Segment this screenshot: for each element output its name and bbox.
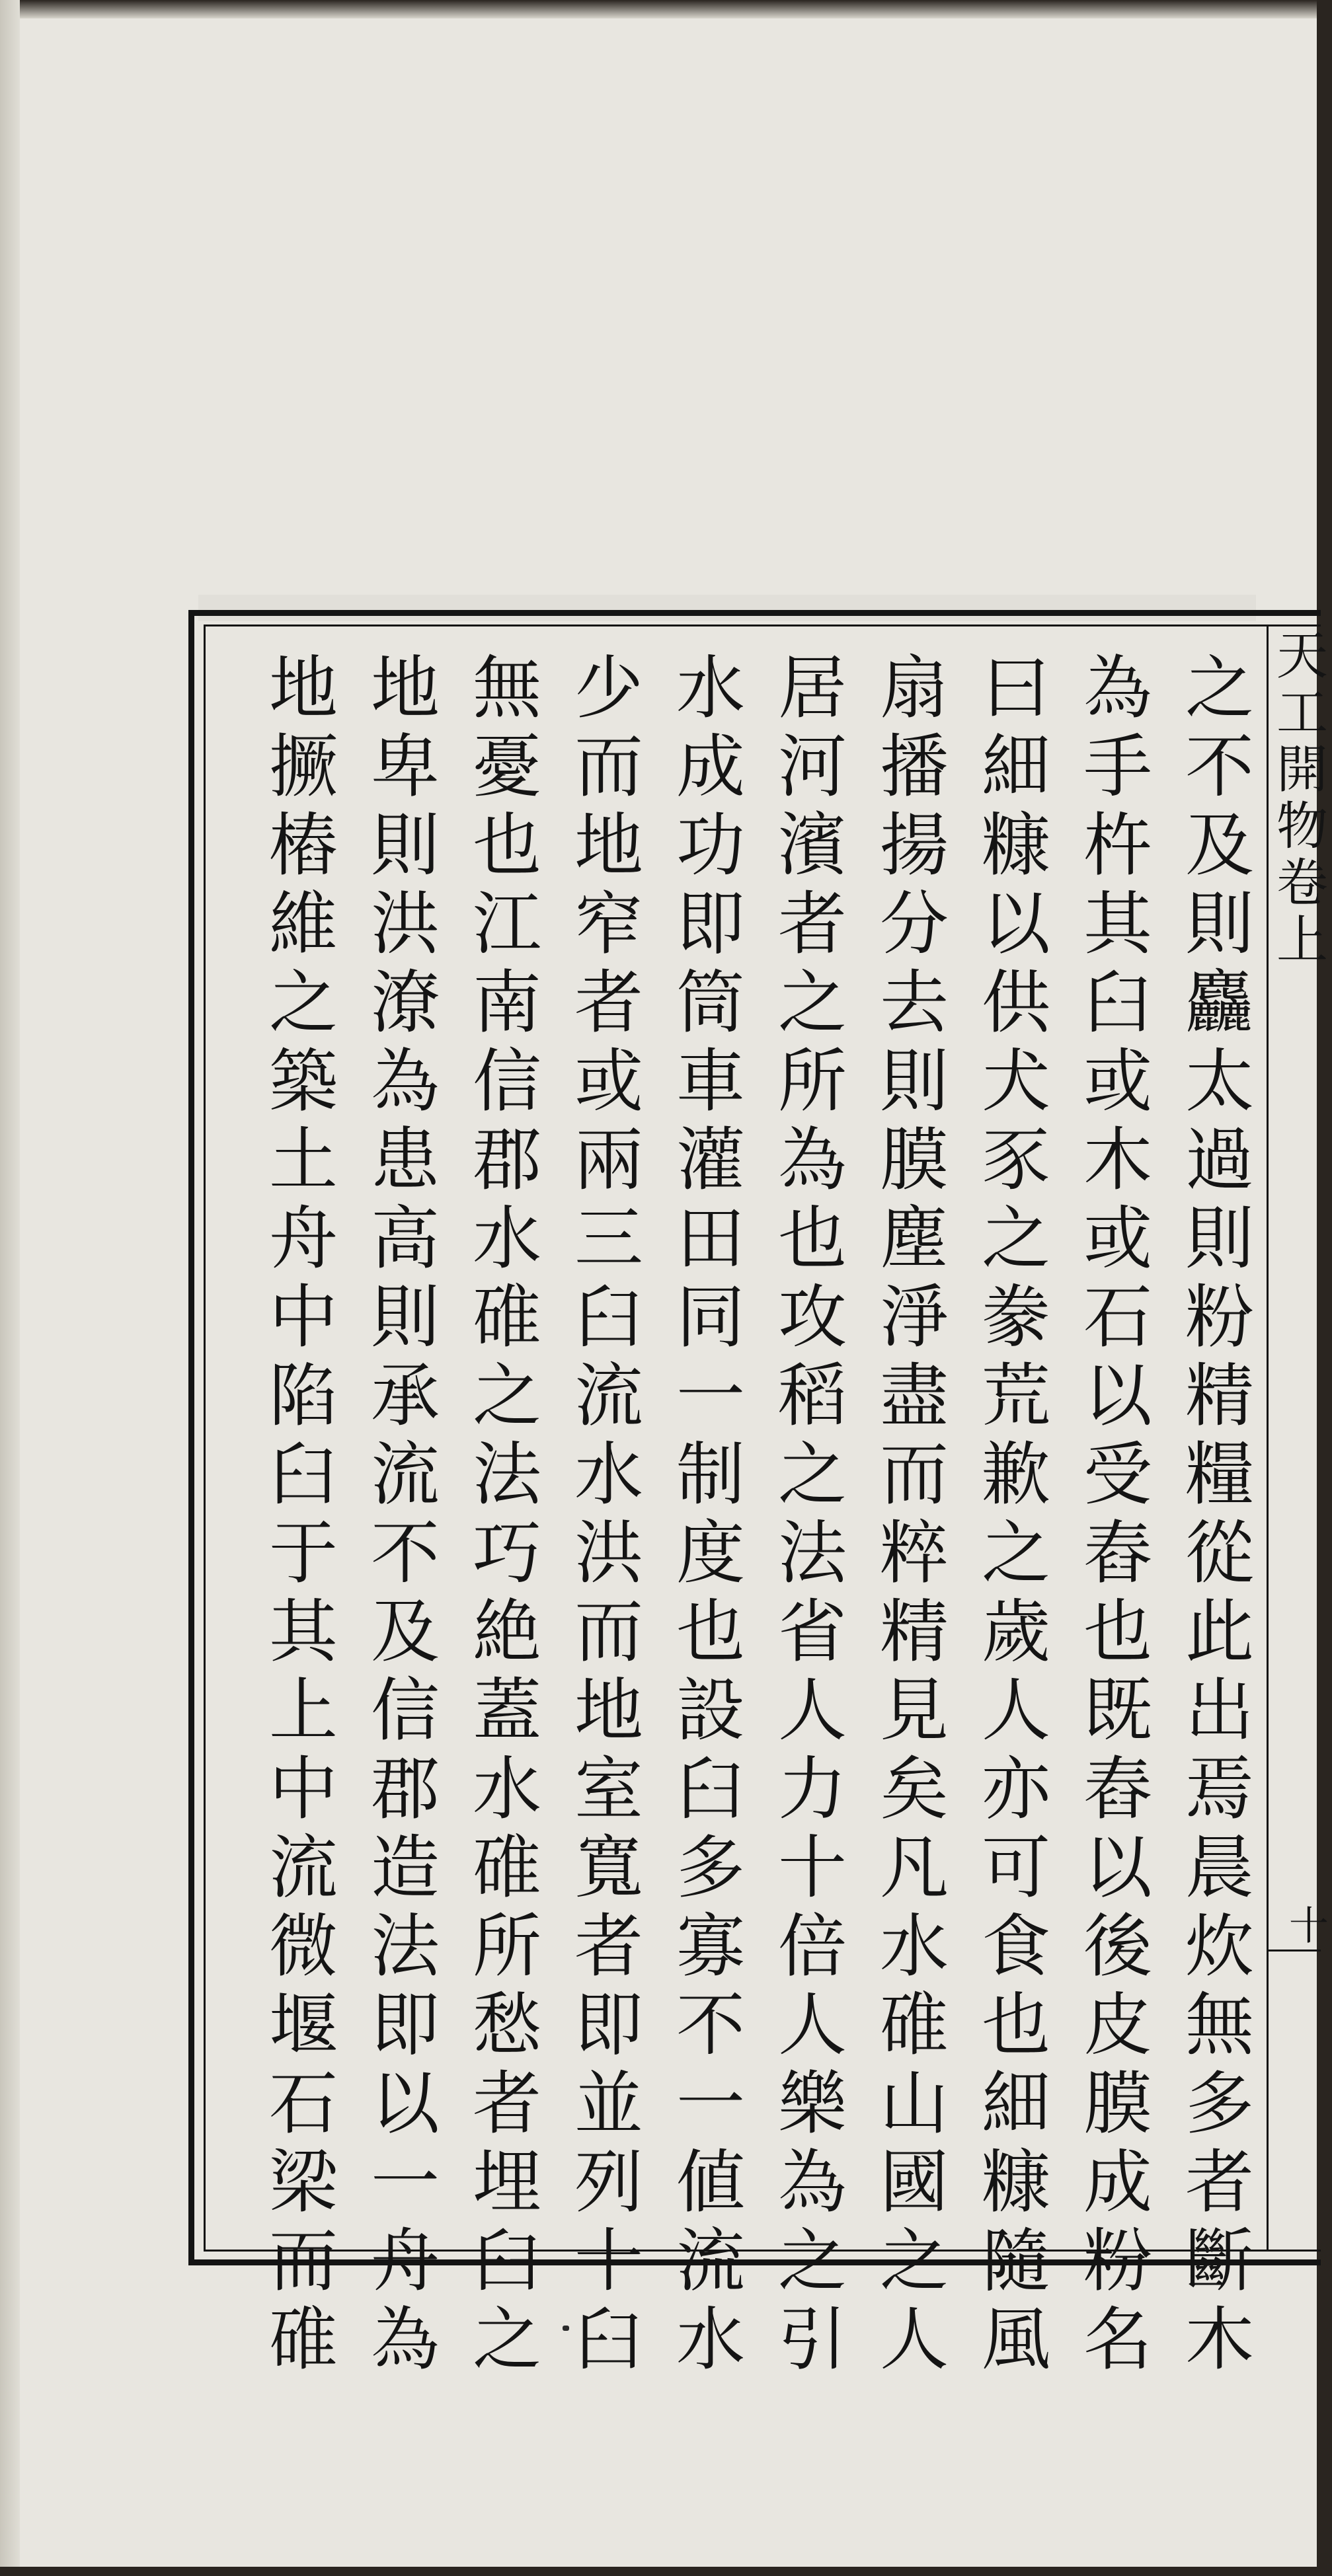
glyph: 之 [981, 1513, 1050, 1593]
glyph: 巧 [472, 1513, 541, 1593]
glyph: 堰 [268, 1985, 338, 2065]
glyph: 一 [370, 2142, 440, 2222]
glyph: 樂 [777, 2063, 847, 2144]
glyph: 也 [472, 805, 541, 886]
glyph: 犬 [981, 1041, 1050, 1121]
glyph: 多 [1185, 2063, 1254, 2144]
glyph: 之 [879, 2220, 949, 2301]
glyph: 兩 [574, 1119, 643, 1200]
glyph: 攻 [777, 1277, 847, 1357]
glyph: 中 [268, 1277, 338, 1357]
glyph: 車 [676, 1041, 745, 1121]
glyph: 人 [777, 1670, 847, 1751]
glyph: 細 [981, 726, 1050, 807]
glyph: 者 [574, 962, 643, 1043]
glyph: 國 [879, 2142, 949, 2222]
glyph: 多 [676, 1827, 745, 1908]
glyph: 郡 [472, 1119, 541, 1200]
glyph: 晨 [1185, 1827, 1254, 1908]
glyph: 列 [574, 2142, 643, 2222]
glyph: 人 [777, 1985, 847, 2065]
glyph: 膜 [879, 1119, 949, 1200]
glyph: 制 [676, 1434, 745, 1515]
text-column-4 [878, 648, 951, 2380]
glyph: 洪 [370, 884, 440, 964]
glyph: 臼 [472, 2220, 541, 2301]
glyph: 之 [1185, 648, 1254, 728]
glyph: 舂 [1083, 1749, 1152, 1829]
margin-glyph: 工 [1276, 683, 1328, 743]
glyph: 之 [777, 2220, 847, 2301]
glyph: 土 [268, 1119, 338, 1200]
glyph: 而 [574, 726, 643, 807]
page-gutter [0, 0, 20, 2576]
glyph: 曰 [981, 648, 1050, 728]
glyph: 麤 [1185, 962, 1254, 1043]
glyph: 患 [370, 1119, 440, 1200]
glyph: 木 [1185, 2299, 1254, 2380]
glyph: 即 [574, 1985, 643, 2065]
glyph: 杵 [1083, 805, 1152, 886]
glyph: 一 [676, 2063, 745, 2144]
glyph: 流 [268, 1827, 338, 1908]
glyph: 見 [879, 1670, 949, 1751]
glyph: 寬 [574, 1827, 643, 1908]
glyph: 者 [1185, 2142, 1254, 2222]
glyph: 則 [1185, 1198, 1254, 1279]
glyph: 信 [370, 1670, 440, 1751]
glyph: 造 [370, 1827, 440, 1908]
glyph: 之 [981, 1198, 1050, 1279]
text-column-1 [1183, 648, 1256, 2380]
glyph: 水 [676, 2299, 745, 2380]
text-column-9 [369, 648, 442, 2380]
glyph: 地 [574, 1670, 643, 1751]
text-column-8 [471, 648, 543, 2380]
glyph: 碓 [879, 1985, 949, 2065]
glyph: 供 [981, 962, 1050, 1043]
glyph: 地 [268, 648, 338, 728]
glyph: 以 [981, 884, 1050, 964]
margin-glyph: 卷 [1276, 854, 1328, 913]
glyph: 粉 [1185, 1277, 1254, 1357]
glyph: 隨 [981, 2220, 1050, 2301]
glyph: 蓋 [472, 1670, 541, 1751]
glyph: 樁 [268, 805, 338, 886]
glyph: 信 [472, 1041, 541, 1121]
glyph: 臼 [268, 1434, 338, 1515]
glyph: 上 [268, 1670, 338, 1751]
glyph: 可 [981, 1827, 1050, 1908]
glyph: 憂 [472, 726, 541, 807]
glyph: 以 [1083, 1827, 1152, 1908]
glyph: 後 [1083, 1906, 1152, 1987]
glyph: 過 [1185, 1119, 1254, 1200]
glyph: 為 [777, 2142, 847, 2222]
glyph: 一 [676, 1355, 745, 1436]
glyph: 風 [981, 2299, 1050, 2380]
glyph: 則 [370, 1277, 440, 1357]
glyph: 以 [1083, 1355, 1152, 1436]
glyph: 河 [777, 726, 847, 807]
glyph: 稻 [777, 1355, 847, 1436]
glyph: 臼 [574, 2299, 643, 2380]
glyph: 及 [370, 1591, 440, 1672]
glyph: 從 [1185, 1513, 1254, 1593]
glyph: 水 [574, 1434, 643, 1515]
glyph: 無 [472, 648, 541, 728]
glyph: 田 [676, 1198, 745, 1279]
glyph: 人 [981, 1670, 1050, 1751]
glyph: 也 [777, 1198, 847, 1279]
glyph: 糧 [1185, 1434, 1254, 1515]
glyph: 度 [676, 1513, 745, 1593]
glyph: 粉 [1083, 2220, 1152, 2301]
glyph: 即 [676, 884, 745, 964]
glyph: 少 [574, 648, 643, 728]
glyph: 潦 [370, 962, 440, 1043]
glyph: 陷 [268, 1355, 338, 1436]
glyph: 豕 [981, 1119, 1050, 1200]
margin-page-number: 十 [1289, 1903, 1329, 1950]
glyph: 高 [370, 1198, 440, 1279]
text-column-3 [980, 648, 1052, 2380]
glyph: 流 [574, 1355, 643, 1436]
margin-glyph: 上 [1276, 911, 1328, 970]
glyph: 不 [370, 1513, 440, 1593]
glyph: 絶 [472, 1591, 541, 1672]
glyph: 之 [472, 2299, 541, 2380]
glyph: 則 [879, 1041, 949, 1121]
glyph: 膜 [1083, 2063, 1152, 2144]
glyph: 也 [981, 1985, 1050, 2065]
glyph: 功 [676, 805, 745, 886]
glyph: 洪 [574, 1513, 643, 1593]
glyph: 木 [1083, 1119, 1152, 1200]
glyph: 名 [1083, 2299, 1152, 2380]
glyph: 引 [777, 2299, 847, 2380]
glyph: 而 [879, 1434, 949, 1515]
text-column-6 [674, 648, 747, 2380]
glyph: 炊 [1185, 1906, 1254, 1987]
glyph: 精 [1185, 1355, 1254, 1436]
glyph: 也 [676, 1591, 745, 1672]
glyph: 為 [370, 1041, 440, 1121]
glyph: 倍 [777, 1906, 847, 1987]
page-top-edge [0, 0, 1321, 19]
glyph: 淨 [879, 1277, 949, 1357]
glyph: 出 [1185, 1670, 1254, 1751]
glyph: 郡 [370, 1749, 440, 1829]
glyph: 成 [676, 726, 745, 807]
glyph: 之 [268, 962, 338, 1043]
glyph: 精 [879, 1591, 949, 1672]
glyph: 水 [676, 648, 745, 728]
glyph: 歲 [981, 1591, 1050, 1672]
glyph: 糠 [981, 805, 1050, 886]
glyph: 斷 [1185, 2220, 1254, 2301]
glyph: 或 [1083, 1041, 1152, 1121]
glyph: 為 [1083, 648, 1152, 728]
glyph: 糠 [981, 2142, 1050, 2222]
margin-rule [1269, 1950, 1321, 1951]
glyph: 水 [472, 1198, 541, 1279]
text-column-7 [572, 648, 645, 2380]
glyph: 臼 [676, 1749, 745, 1829]
glyph: 或 [1083, 1198, 1152, 1279]
glyph: 舂 [1083, 1513, 1152, 1593]
glyph: 南 [472, 962, 541, 1043]
glyph: 人 [879, 2299, 949, 2380]
glyph: 者 [472, 2063, 541, 2144]
glyph: 而 [574, 1591, 643, 1672]
glyph: 則 [370, 805, 440, 886]
glyph: 也 [1083, 1591, 1152, 1672]
margin-glyph: 開 [1276, 740, 1328, 800]
glyph: 塵 [879, 1198, 949, 1279]
glyph: 灌 [676, 1119, 745, 1200]
glyph: 卑 [370, 726, 440, 807]
glyph: 同 [676, 1277, 745, 1357]
glyph: 力 [777, 1749, 847, 1829]
glyph: 埋 [472, 2142, 541, 2222]
glyph: 臼 [1083, 962, 1152, 1043]
glyph: 中 [268, 1749, 338, 1829]
glyph: 江 [472, 884, 541, 964]
glyph: 水 [879, 1906, 949, 1987]
glyph: 石 [268, 2063, 338, 2144]
margin-glyph: 天 [1276, 626, 1328, 686]
glyph: 焉 [1185, 1749, 1254, 1829]
glyph: 寡 [676, 1906, 745, 1987]
glyph: 室 [574, 1749, 643, 1829]
glyph: 者 [777, 884, 847, 964]
glyph: 碓 [472, 1277, 541, 1357]
glyph: 太 [1185, 1041, 1254, 1121]
glyph: 去 [879, 962, 949, 1043]
glyph: 即 [370, 1985, 440, 2065]
ink-speck [563, 2326, 569, 2331]
glyph: 受 [1083, 1434, 1152, 1515]
glyph: 流 [676, 2220, 745, 2301]
glyph: 築 [268, 1041, 338, 1121]
text-column-10 [267, 648, 340, 2380]
glyph: 承 [370, 1355, 440, 1436]
glyph: 凡 [879, 1827, 949, 1908]
glyph: 愁 [472, 1985, 541, 2065]
glyph: 豢 [981, 1277, 1050, 1357]
glyph: 値 [676, 2142, 745, 2222]
glyph: 之 [777, 1434, 847, 1515]
glyph: 細 [981, 2063, 1050, 2144]
glyph: 碓 [268, 2299, 338, 2380]
glyph: 粹 [879, 1513, 949, 1593]
text-column-2 [1081, 648, 1154, 2380]
glyph: 十 [574, 2220, 643, 2301]
glyph: 三 [574, 1198, 643, 1279]
glyph: 所 [777, 1041, 847, 1121]
glyph: 不 [1185, 726, 1254, 807]
glyph: 或 [574, 1041, 643, 1121]
glyph: 食 [981, 1906, 1050, 1987]
glyph: 盡 [879, 1355, 949, 1436]
glyph: 則 [1185, 884, 1254, 964]
glyph: 臼 [574, 1277, 643, 1357]
glyph: 流 [370, 1434, 440, 1515]
glyph: 法 [370, 1906, 440, 1987]
margin-glyph: 物 [1276, 797, 1328, 856]
glyph: 撅 [268, 726, 338, 807]
glyph: 分 [879, 884, 949, 964]
glyph: 十 [777, 1827, 847, 1908]
glyph: 既 [1083, 1670, 1152, 1751]
glyph: 法 [472, 1434, 541, 1515]
glyph: 舟 [268, 1198, 338, 1279]
glyph: 舟 [370, 2220, 440, 2301]
margin-title [1273, 626, 1328, 970]
glyph: 其 [268, 1591, 338, 1672]
glyph: 地 [370, 648, 440, 728]
glyph: 石 [1083, 1277, 1152, 1357]
text-column-5 [776, 648, 849, 2380]
glyph: 歉 [981, 1434, 1050, 1515]
glyph: 于 [268, 1513, 338, 1593]
page-bottom-edge [0, 2567, 1321, 2576]
glyph: 以 [370, 2063, 440, 2144]
glyph: 省 [777, 1591, 847, 1672]
glyph: 居 [777, 648, 847, 728]
glyph: 濱 [777, 805, 847, 886]
glyph: 碓 [472, 1827, 541, 1908]
glyph: 筒 [676, 962, 745, 1043]
glyph: 手 [1083, 726, 1152, 807]
glyph: 揚 [879, 805, 949, 886]
glyph: 地 [574, 805, 643, 886]
glyph: 為 [370, 2299, 440, 2380]
glyph: 其 [1083, 884, 1152, 964]
glyph: 而 [268, 2220, 338, 2301]
glyph: 成 [1083, 2142, 1152, 2222]
glyph: 此 [1185, 1591, 1254, 1672]
glyph: 之 [777, 962, 847, 1043]
glyph: 者 [574, 1906, 643, 1987]
glyph: 微 [268, 1906, 338, 1987]
glyph: 及 [1185, 805, 1254, 886]
margin-divider [1267, 626, 1269, 2250]
glyph: 山 [879, 2063, 949, 2144]
glyph: 矣 [879, 1749, 949, 1829]
glyph: 荒 [981, 1355, 1050, 1436]
glyph: 皮 [1083, 1985, 1152, 2065]
glyph: 法 [777, 1513, 847, 1593]
glyph: 亦 [981, 1749, 1050, 1829]
glyph: 扇 [879, 648, 949, 728]
glyph: 不 [676, 1985, 745, 2065]
glyph: 窄 [574, 884, 643, 964]
glyph: 水 [472, 1749, 541, 1829]
glyph: 之 [472, 1355, 541, 1436]
glyph: 並 [574, 2063, 643, 2144]
glyph: 梁 [268, 2142, 338, 2222]
glyph: 無 [1185, 1985, 1254, 2065]
glyph: 設 [676, 1670, 745, 1751]
glyph: 播 [879, 726, 949, 807]
glyph: 為 [777, 1119, 847, 1200]
glyph: 維 [268, 884, 338, 964]
glyph: 所 [472, 1906, 541, 1987]
